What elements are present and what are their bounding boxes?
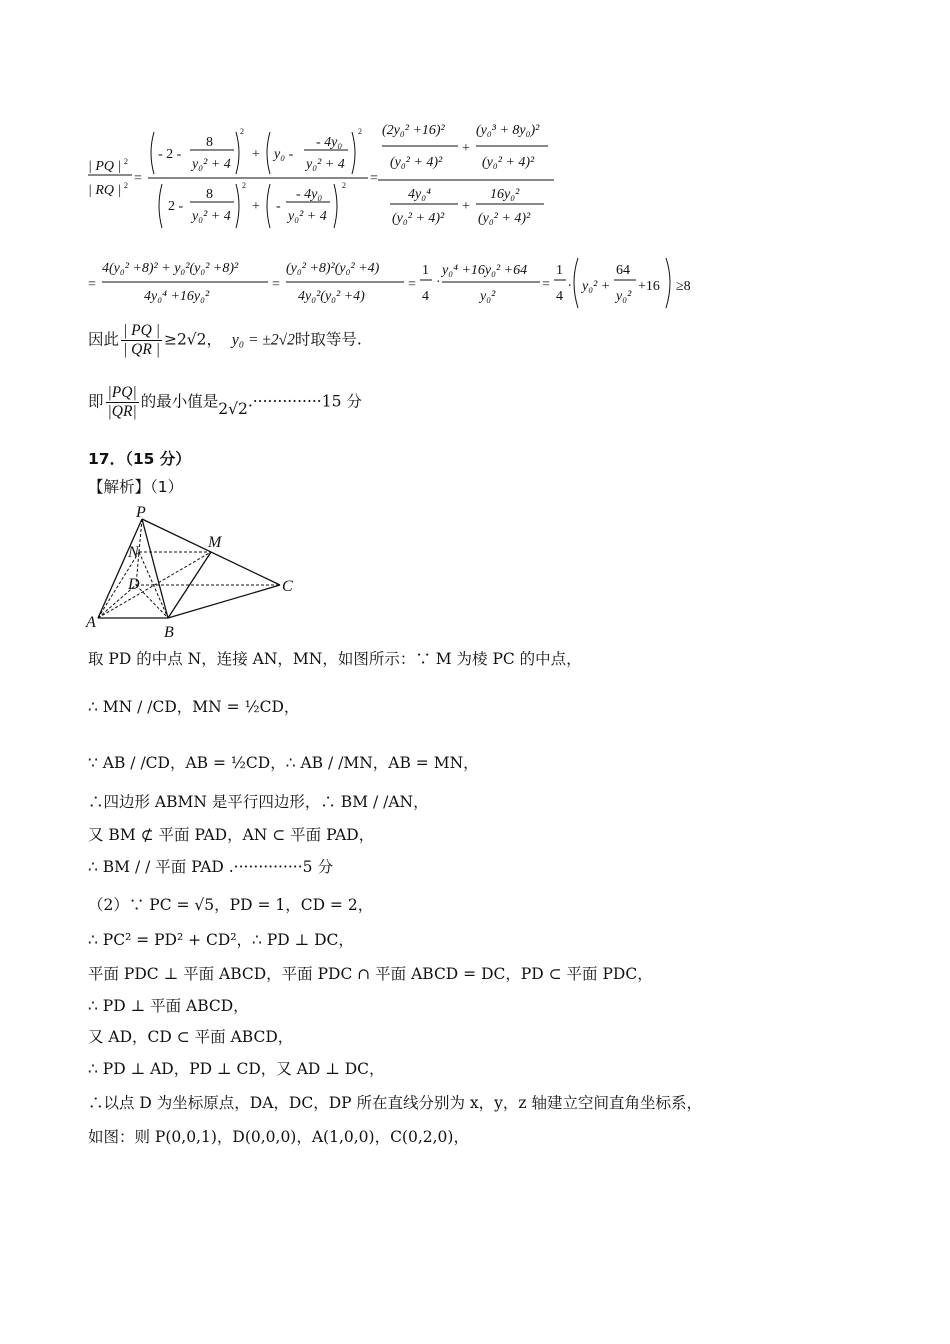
- eq1-lhs-num: | PQ |: [88, 159, 122, 174]
- label-C: C: [282, 578, 293, 595]
- proof-line-6: ∴ BM / / 平面 PAD .··············5 分: [88, 858, 333, 876]
- equation-1-svg: [86, 118, 646, 233]
- label-B: B: [164, 624, 174, 641]
- eq1-r1-den: (y₀² + 4)²: [390, 155, 443, 170]
- conclusion-post: 时取等号.: [294, 330, 362, 349]
- eq2-ge: ≥8: [676, 279, 691, 294]
- proof-line-4: ∴四边形 ABMN 是平行四边形，∴ BM / /AN，: [88, 793, 429, 811]
- equation-2: [86, 252, 726, 318]
- proof-line-5: 又 BM ⊄ 平面 PAD，AN ⊂ 平面 PAD，: [88, 826, 375, 844]
- svg-text:=: =: [272, 277, 280, 292]
- eq1-t3-den: y₀² + 4: [192, 209, 231, 224]
- eq1-t4-num: - 4y₀: [296, 187, 323, 202]
- eq1-t1: - 2 -: [158, 147, 182, 162]
- label-A: A: [86, 614, 96, 631]
- eq1-lhs-den: | RQ |: [88, 183, 122, 198]
- eq2-f3-den: y₀²: [480, 289, 496, 304]
- eq1-r2-den: (y₀² + 4)²: [482, 155, 535, 170]
- eq1-r3-den: (y₀² + 4)²: [392, 211, 445, 226]
- proof-line-14: 如图：则 P(0,0,1)，D(0,0,0)，A(1,0,0)，C(0,2,0)，: [88, 1128, 469, 1146]
- proof-line-1: 取 PD 的中点 N，连接 AN，MN，如图所示：∵ M 为棱 PC 的中点，: [88, 650, 582, 668]
- min-value-line: [88, 384, 362, 421]
- eq1-t3-num: 8: [206, 187, 213, 202]
- min-pre: 即: [88, 392, 104, 411]
- label-N: N: [128, 544, 139, 561]
- svg-text:=: =: [408, 277, 416, 292]
- proof-line-13: ∴以点 D 为坐标原点，DA，DC，DP 所在直线分别为 x，y，z 轴建立空间直角坐标系，: [88, 1094, 702, 1112]
- eq2-f1-num: 4(y₀² +8)² + y₀²(y₀² +8)²: [102, 261, 239, 276]
- eq2-f3-num: y₀⁴ +16y₀² +64: [442, 263, 528, 278]
- eq1-t1-den: y₀² + 4: [192, 157, 231, 172]
- min-value: 2√2: [218, 400, 248, 419]
- svg-text:=: =: [88, 277, 96, 292]
- pyramid-figure-svg: [84, 503, 304, 645]
- pyramid-figure: [84, 503, 304, 649]
- eq1-t2-num: - 4y₀: [316, 135, 343, 150]
- eq2-q-den-1: 4: [422, 289, 429, 304]
- eq1-plus-4: +: [462, 199, 470, 214]
- min-fraction-den: |QR|: [107, 402, 137, 420]
- eq2-inner-num: 64: [616, 263, 630, 278]
- proof-line-2: ∴ MN / /CD，MN = ½CD，: [88, 698, 300, 716]
- svg-text:-: -: [276, 199, 281, 214]
- eq1-r3-num: 4y₀⁴: [408, 187, 431, 202]
- eq1-t2: y₀ -: [274, 147, 294, 162]
- svg-text:2: 2: [342, 181, 346, 190]
- proof-line-9: 平面 PDC ⊥ 平面 ABCD，平面 PDC ∩ 平面 ABCD = DC，PD ⊂ 平面 PDC，: [88, 965, 653, 983]
- proof-line-8: ∴ PC² = PD² + CD²，∴ PD ⊥ DC，: [88, 931, 354, 949]
- min-fraction: [106, 384, 139, 421]
- conclusion-fraction-num: | PQ |: [123, 322, 160, 339]
- conclusion-condition: y₀ = ±2√2: [231, 331, 295, 349]
- min-score: .··············15 分: [247, 392, 362, 411]
- eq1-eq-2: =: [370, 171, 378, 186]
- svg-text:=: =: [542, 277, 550, 292]
- eq1-r4-den: (y₀² + 4)²: [478, 211, 531, 226]
- label-M: M: [208, 534, 222, 551]
- eq1-eq-1: =: [134, 171, 142, 186]
- equation-2-svg: [86, 252, 726, 314]
- eq2-inner-den: y₀²: [616, 289, 632, 304]
- conclusion-fraction: [121, 322, 162, 359]
- proof-line-7: （2）∵ PC = √5，PD = 1，CD = 2，: [88, 896, 374, 914]
- proof-line-12: ∴ PD ⊥ AD，PD ⊥ CD，又 AD ⊥ DC，: [88, 1060, 385, 1078]
- conclusion-pre: 因此: [88, 330, 120, 349]
- eq2-f2-num: (y₀² +8)²(y₀² +4): [286, 261, 380, 276]
- svg-text:2: 2: [358, 127, 362, 136]
- eq1-t1-num: 8: [206, 135, 213, 150]
- conclusion-line: [88, 322, 362, 359]
- eq1-r1-num: (2y₀² +16)²: [382, 123, 445, 138]
- svg-text:2: 2: [240, 127, 244, 136]
- eq1-lhs-sq1: 2: [124, 157, 128, 166]
- conclusion-relation: ≥2√2，: [163, 330, 223, 349]
- eq2-q-den-2: 4: [556, 289, 563, 304]
- eq2-q-num-2: 1: [556, 263, 563, 278]
- proof-line-3: ∵ AB / /CD，AB = ½CD，∴ AB / /MN，AB = MN，: [88, 754, 479, 772]
- eq1-r4-num: 16y₀²: [490, 187, 520, 202]
- eq1-r2-num: (y₀³ + 8y₀)²: [476, 123, 540, 138]
- eq1-t3: 2 -: [168, 199, 184, 214]
- min-fraction-num: |PQ|: [107, 384, 137, 401]
- proof-line-10: ∴ PD ⊥ 平面 ABCD，: [88, 997, 249, 1015]
- eq2-f2-den: 4y₀²(y₀² +4): [298, 289, 365, 304]
- label-D: D: [128, 576, 140, 593]
- eq1-t4-den: y₀² + 4: [288, 209, 327, 224]
- eq2-f1-den: 4y₀⁴ +16y₀²: [144, 289, 210, 304]
- svg-text:·: ·: [436, 275, 441, 290]
- eq1-plus-3: +: [462, 141, 470, 156]
- eq2-q-num-1: 1: [422, 263, 429, 278]
- eq1-t2-den: y₀² + 4: [306, 157, 345, 172]
- eq1-lhs-sq2: 2: [124, 181, 128, 190]
- question-17-heading: 17．（15 分）: [88, 450, 191, 468]
- eq2-inner-a: y₀² +: [582, 279, 611, 294]
- eq1-plus-2: +: [252, 199, 260, 214]
- proof-line-11: 又 AD，CD ⊂ 平面 ABCD，: [88, 1028, 294, 1046]
- eq1-plus-1: +: [252, 147, 260, 162]
- equation-1: [86, 118, 646, 237]
- label-P: P: [136, 504, 146, 521]
- svg-text:2: 2: [242, 181, 246, 190]
- conclusion-fraction-den: | QR |: [123, 340, 160, 358]
- solution-heading: 【解析】（1）: [88, 478, 184, 496]
- svg-text:.: .: [568, 275, 572, 290]
- eq2-inner-b: +16: [638, 279, 660, 294]
- min-mid: 的最小值是: [140, 392, 219, 411]
